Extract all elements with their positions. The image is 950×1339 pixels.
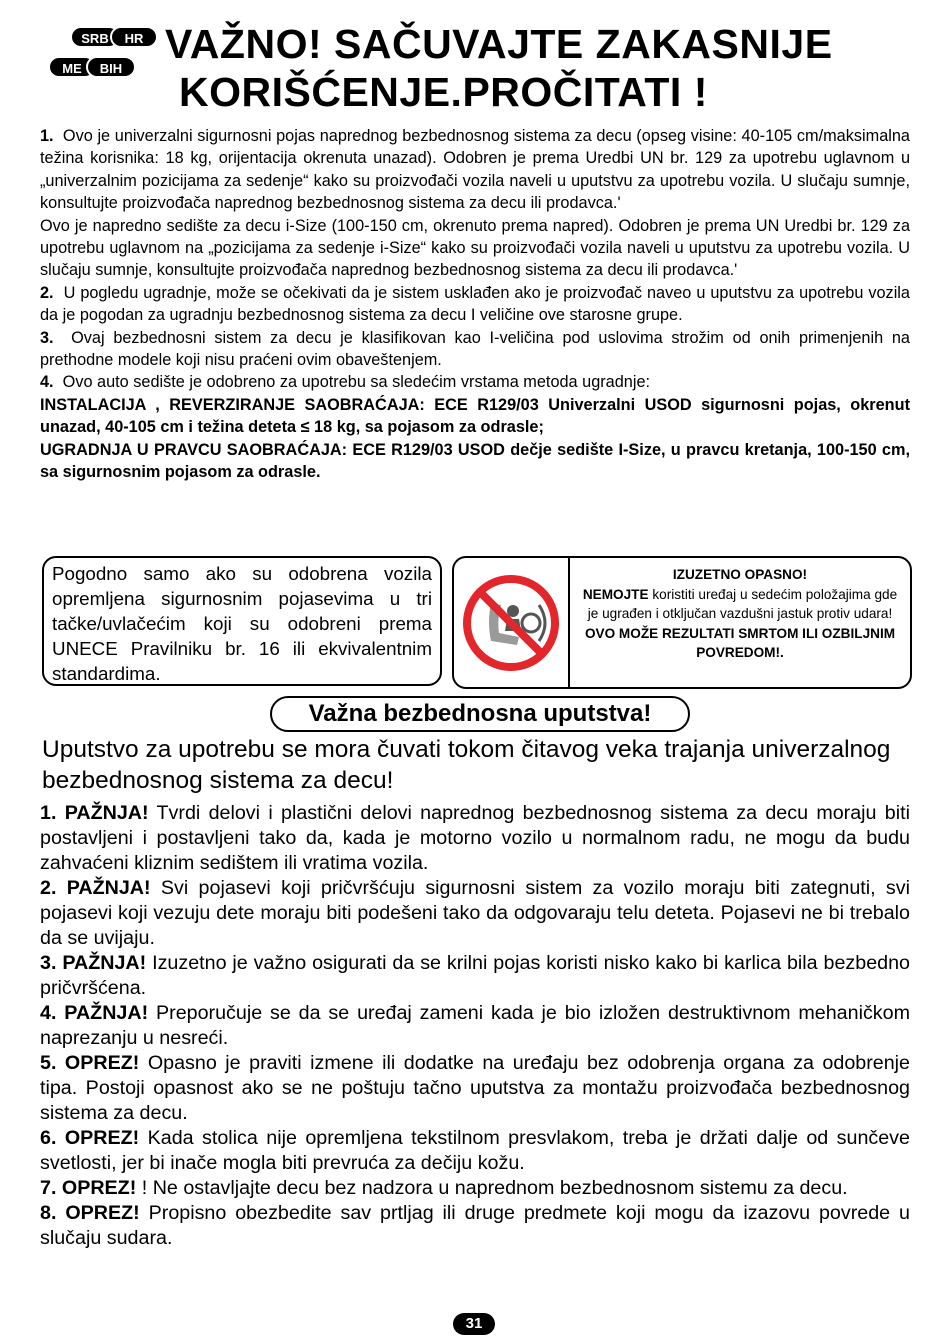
badge-me: ME <box>48 56 96 78</box>
warning-text <box>570 558 910 687</box>
item-label: 6. OPREZ! <box>40 1127 140 1149</box>
paragraph-3 <box>40 327 910 372</box>
badge-hr: HR <box>110 26 158 48</box>
list-item <box>40 1051 910 1126</box>
paragraph-1 <box>40 125 910 215</box>
warning-foot: OVO MOŽE REZULTATI SMRTOM ILI OZBILJNIM POVREDOM!. <box>584 625 896 660</box>
item-text: Preporučuje se da se uređaj zameni kada je bio izložen destruktivnom mehaničkom naprezanju u nesreći. <box>40 1002 910 1049</box>
item-text: ! Ne ostavljajte decu bez nadzora u naprednom bezbednosnom sistemu za decu. <box>141 1177 848 1199</box>
item-label: 5. OPREZ! <box>40 1052 140 1074</box>
badge-bih: BIH <box>86 56 136 78</box>
installation-rearward: INSTALACIJA , REVERZIRANJE SAOBRAĆAJA: ECE R129/03 Univerzalni USOD sigurnosni pojas, okrenut unazad, 40-105 cm i težina deteta ≤ 18 kg, sa pojasom za odrasle; <box>40 395 910 437</box>
list-item <box>40 1201 910 1251</box>
language-badges <box>48 26 148 84</box>
item-text: Svi pojasevi koji pričvršćuju sigurnosni sistem za vozilo moraju biti zategnuti, svi pojasevi koji vezuju dete moraju biti podešeni tako da odgovaraju telu deteta. Pojasevi ne bi trebalo da se uvijaju. <box>40 877 910 949</box>
item-label: 7. OPREZ! <box>40 1177 137 1199</box>
warning-lead: NEMOJTE <box>582 586 649 602</box>
item-text: Tvrdi delovi i plastični delovi naprednog bezbednosnog sistema za decu moraju biti postavljeni i postavljeni tako da, kada je motorno vozilo u normalnom radu, ne mogu da budu zahvaćeni kliznim sedištem ili vratima vozila. <box>40 802 910 874</box>
paragraph-4 <box>40 371 910 393</box>
item-text: Propisno obezbedite sav prtljag ili druge predmete koji mogu da izazovu povrede u slučaju sudara. <box>40 1202 910 1249</box>
paragraph-number: 4. <box>40 373 54 392</box>
paragraph-number: 1. <box>40 127 54 145</box>
item-label: 4. PAŽNJA! <box>40 1002 149 1024</box>
compatibility-note-box: Pogodno samo ako su odobrena vozila opremljena sigurnosnim pojasevima u tri tačke/uvlačećim koji su odobreni prema UNECE Pravilniku br. 16 ili ekvivalentnim standardima. <box>42 556 442 686</box>
warning-title: IZUZETNO OPASNO! <box>672 567 808 582</box>
item-text: Kada stolica nije opremljena tekstilnom presvlakom, treba je držati dalje od sunčeve svetlosti, jer bi inače mogla biti prevruća za dečiju kožu. <box>40 1127 910 1174</box>
warning-body: koristiti uređaj u sedećim položajima gde je ugrađen i otključan vazdušni jastuk protiv udara! <box>587 586 898 621</box>
item-text: Izuzetno je važno osigurati da se krilni pojas koristi nisko kako bi karlica bila bezbedno pričvršćena. <box>40 952 910 999</box>
airbag-warning-box <box>452 556 912 689</box>
list-item <box>40 801 910 876</box>
item-label: 8. OPREZ! <box>40 1202 140 1224</box>
item-label: 2. PAŽNJA! <box>40 877 151 899</box>
badge-srb: SRB <box>70 26 120 48</box>
installation-forward: UGRADNJA U PRAVCU SAOBRAĆAJA: ECE R129/03 USOD dečje sedište I-Size, u pravcu kretanja, 100-150 cm, sa sigurnosnim pojasom za odrasle. <box>40 440 910 482</box>
item-label: 3. PAŽNJA! <box>40 952 147 974</box>
paragraph-2 <box>40 282 910 327</box>
paragraph-number: 2. <box>40 283 54 302</box>
paragraph-text: Ovo auto sedište je odobreno za upotrebu sa sledećim vrstama metoda ugradnje: <box>62 373 651 392</box>
paragraph-number: 3. <box>40 328 54 347</box>
item-label: 1. PAŽNJA! <box>40 802 149 824</box>
list-item <box>40 876 910 951</box>
list-item <box>40 1001 910 1051</box>
paragraph-text: Ovo je univerzalni sigurnosni pojas naprednog bezbednosnog sistema za decu (opseg visine: 40-105 cm/maksimalna težina korisnika: 18 kg, orijentacija okrenuta unazad). Odobren je prema Uredbi UN br. 129 za upotrebu uglavnom u „univerzalnim pozicijama za sedenje“ kako su proizvođači vozila naveli u uputstvu za upotrebu vozila. U slučaju sumnje, konsultujte proizvođača naprednog bezbednosnog sistema za decu ili prodavca.' <box>40 127 910 213</box>
list-item <box>40 1126 910 1176</box>
safety-list <box>40 801 910 1251</box>
safety-heading: Važna bezbednosna uputstva! <box>270 696 690 732</box>
intro-text: Uputstvo za upotrebu se mora čuvati tokom čitavog veka trajanja univerzalnog bezbednosnog sistema za decu! <box>42 736 891 794</box>
list-item <box>40 951 910 1001</box>
approval-section <box>40 125 910 484</box>
paragraph-1b: Ovo je napredno sedište za decu i-Size (100-150 cm, okrenuto prema napred). Odobren je prema UN Uredbi br. 129 za upotrebu uglavnom na „pozicijama za sedenje i-Size“ kako su proizvođači vozila naveli u uputstvu za upotrebu vozila. U slučaju sumnje, konsultujte proizvođača naprednog bezbednosnog sistema za decu ili prodavca.' <box>40 216 910 280</box>
title-line-2: KORIŠĆENJE.PROČITATI ! <box>179 69 708 115</box>
no-airbag-prohibition-icon <box>461 573 561 673</box>
icon-cell <box>454 558 570 687</box>
page-number: 31 <box>453 1313 495 1335</box>
page-title <box>165 20 833 116</box>
item-text: Opasno je praviti izmene ili dodatke na uređaju bez odobrenja organa za odobrenje tipa. Postoji opasnost ako se ne poštuju tačno uputstva za montažu proizvođača bezbednosnog sistema za decu. <box>40 1052 910 1124</box>
paragraph-text: Ovaj bezbednosni sistem za decu je klasifikovan kao I-veličina pod uslovima strožim od onih primenjenih na prethodne modele koji nisu praćeni ovim obaveštenjem. <box>40 328 910 370</box>
paragraph-text: U pogledu ugradnje, može se očekivati da je sistem usklađen ako je proizvođač naveo u uputstvu za upotrebu vozila da je pogodan za ugradnju bezbednosnog sistema za decu I veličine ove starosne grupe. <box>40 283 910 325</box>
title-line-1: VAŽNO! SAČUVAJTE ZAKASNIJE <box>165 21 833 67</box>
list-item <box>40 1176 910 1201</box>
